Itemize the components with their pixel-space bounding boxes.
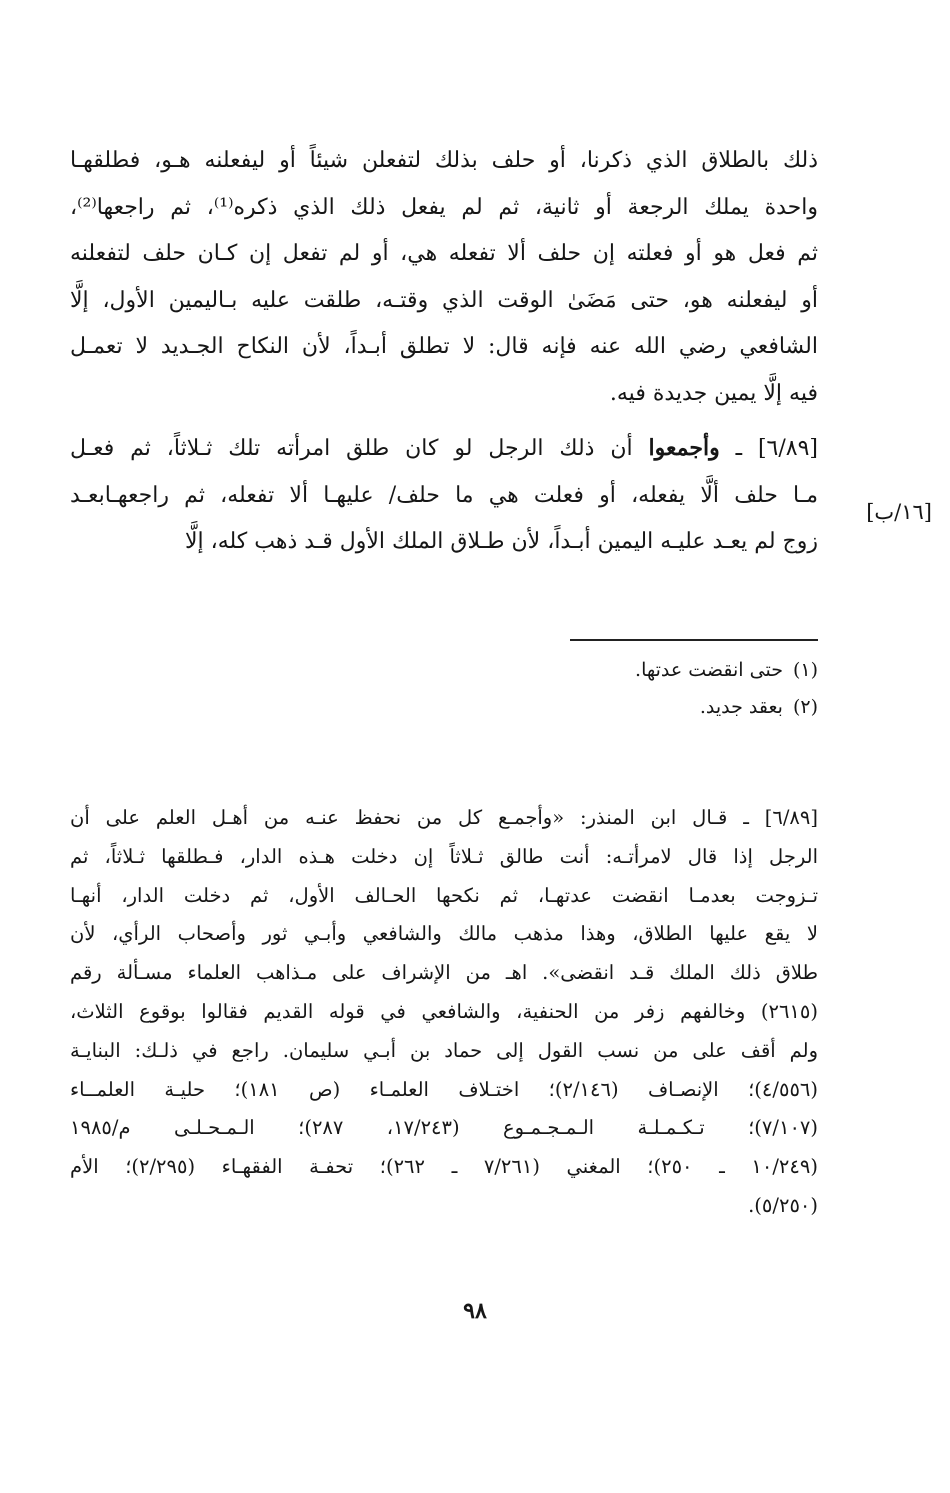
commentary-line: (٧/١٠٧)؛ تـكـمـلـة الـمـجـمـوع (١٧/٢٤٣، ٢٨٧)؛ الـمـحـلـى م/١٩٨٥ <box>70 1116 818 1140</box>
page-number: ٩٨ <box>463 1298 487 1324</box>
commentary-line: (٢٦١٥) وخالفهم زفر من الحنفية، والشافعي في قوله القديم فقالوا بوقوع الثلاث، <box>70 999 818 1023</box>
text-line <box>70 425 818 473</box>
commentary-line: (٤/٥٥٦)؛ الإنصـاف (٢/١٤٦)؛ اختـلاف العلمـاء (ص ١٨١)؛ حليـة العلمــاء <box>70 1077 818 1101</box>
text-line: الشافعي رضي الله عنه فإنه قال: لا تطلق أبـداً، لأن النكاح الجـديد لا تعمـل <box>70 334 818 359</box>
footnote-separator <box>570 639 818 641</box>
text-line: فيه إلَّا يمين جديدة فيه. <box>609 380 818 406</box>
text-line-rest: أن ذلك الرجل لو كان طلق امرأته تلك ثـلاثاً، ثم فعـل <box>70 436 633 461</box>
manuscript-folio-marker: [١٦/ب] <box>866 500 932 524</box>
footnote-text: حتى انقضت عدتها. <box>635 659 783 681</box>
paragraph-1 <box>70 138 818 417</box>
paragraph-number: [٦/٨٩] ـ <box>735 436 818 461</box>
commentary-line: طلاق ذلك الملك قـد انقضى». اهـ من الإشراف على مـذاهب العلماء مسـألة رقم <box>70 961 818 985</box>
footnote <box>70 689 818 726</box>
main-text <box>70 138 818 566</box>
commentary-line: (١٠/٢٤٩ ـ ٢٥٠)؛ المغني (٧/٢٦١ ـ ٢٦٢)؛ تحفـة الفقهـاء (٢/٢٩٥)؛ الأم <box>70 1155 818 1179</box>
footnotes <box>70 652 818 726</box>
commentary-line: الرجل إذا قال لامرأتـه: أنت طالق ثـلاثاً إن دخلت هـذه الدار، فـطلقها ثـلاثاً، ثم <box>70 844 818 868</box>
commentary-line: ولم أقف على من نسب القول إلى حماد بن أبـي سليمان. راجع في ذلـك: البنايـة <box>70 1038 818 1062</box>
paragraph-2 <box>70 425 818 566</box>
text-line: زوج لم يعـد عليـه اليمين أبـداً، لأن طـلاق الملك الأول قـد ذهب كله، إلَّا <box>184 529 818 554</box>
text-line: واحدة يملك الرجعة أو ثانية، ثم لم يفعل ذلك الذي ذكره⁽¹⁾، ثم راجعها⁽²⁾، <box>70 194 818 220</box>
footnote-number: (١) <box>792 659 818 681</box>
text-line: ذلك بالطلاق الذي ذكرنا، أو حلف بذلك لتفعلن شيئاً أو ليفعلنه هـو، فطلقهـا <box>70 148 818 173</box>
text-line: ثم فعل هو أو فعلته إن حلف ألا تفعله هي، أو لم تفعل إن كـان حلف لتفعلنه <box>70 241 818 266</box>
commentary-line: لا يقع عليها الطلاق، وهذا مذهب مالك والشافعي وأبـي ثور وأصحاب الرأي، لأن <box>70 922 818 946</box>
commentary-line: [٦/٨٩] ـ قـال ابن المنذر: «وأجمـع كل من نحفظ عنـه من أهـل العلم على أن <box>70 806 818 829</box>
footnote-text: بعقد جديد. <box>699 696 783 718</box>
commentary-line: (٥/٢٥٠). <box>748 1193 818 1217</box>
commentary <box>70 799 818 1226</box>
text-line: مـا حلف ألَّا يفعله، أو فعلت هي ما حلف/ عليهـا ألا تفعله، ثم راجعهـابعـد <box>70 482 818 508</box>
text-line: أو ليفعلنه هو، حتى مَضَىٰ الوقت الذي وقتـه، طلقت عليه بـاليمين الأول، إلَّا <box>70 287 818 313</box>
commentary-line: تـزوجت بعدمـا انقضت عدتهـا، ثم نكحها الحـالف الأول، ثم دخلت الدار، أنهـا <box>70 883 818 907</box>
footnote <box>70 652 818 689</box>
keyword: وأجمعوا <box>648 435 720 461</box>
footnote-number: (٢) <box>792 696 818 718</box>
